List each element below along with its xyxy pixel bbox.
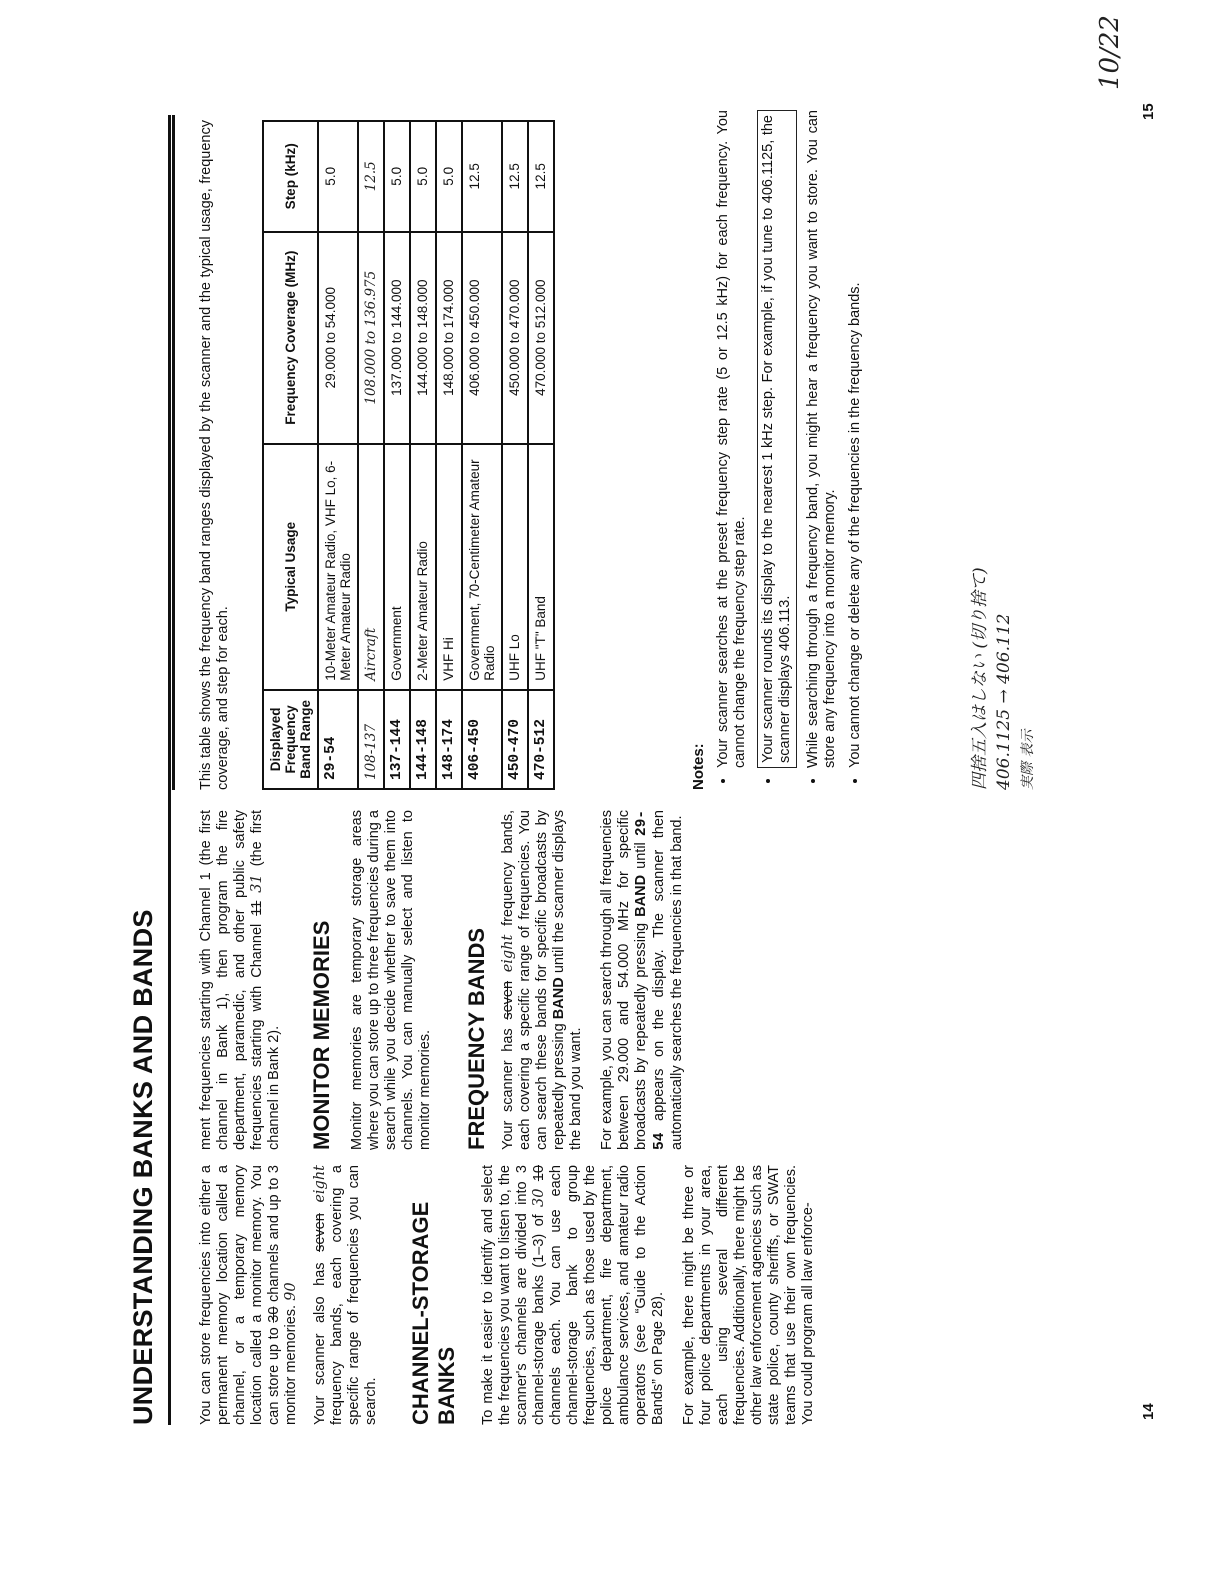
cell-usage: 10-Meter Amateur Radio, VHF Lo, 6-Meter Amateur Radio: [318, 444, 358, 690]
frequency-table: [262, 120, 555, 790]
note-item: • You cannot change or delete any of the frequencies in the frequency bands.: [847, 110, 864, 768]
column-2: [198, 810, 686, 1150]
col2-p1-strike: 11: [249, 900, 265, 916]
cell-step: 5.0: [318, 121, 358, 232]
cell-step: 12.5: [358, 121, 384, 232]
table-row: [318, 121, 358, 789]
col1-p2-handwritten: eight: [312, 1164, 328, 1203]
col1-p3-handwritten: 30: [531, 1188, 547, 1207]
cell-coverage: 137.000 to 144.000: [384, 232, 410, 444]
cell-coverage: 29.000 to 54.000: [318, 232, 358, 444]
page-title: UNDERSTANDING BANKS AND BANDS: [128, 909, 158, 1425]
col1-p2-text-a: Your scanner also has: [312, 1251, 328, 1425]
cell-usage: 2-Meter Amateur Radio: [410, 444, 436, 690]
table-header: Displayed Frequency Band Range: [263, 690, 318, 789]
col2-paragraph-2: Monitor memories are temporary storage areas where you can store up to three frequencies during a search while you decide whether to save them into channels. You can manually select and listen to monitor memories.: [349, 810, 433, 1150]
col1-p1-handwritten: 90: [283, 1282, 299, 1301]
cell-band: 450-470: [502, 690, 528, 789]
cell-band: 137-144: [384, 690, 410, 789]
handwritten-note: [968, 290, 1040, 790]
col2-p3-text-c: until the scanner displays the band you want.: [551, 809, 584, 1150]
cell-band: 470-512: [528, 690, 554, 789]
cell-step: 5.0: [436, 121, 462, 232]
col1-p2-text-b: frequency bands, each covering a specific range of frequencies you can search.: [329, 1165, 379, 1425]
col2-paragraph-1: [198, 810, 283, 1150]
table-header-row: [263, 121, 318, 789]
handwritten-note-line-3: 実際 表示: [1020, 729, 1036, 790]
page-number-left: 14: [1140, 1403, 1157, 1420]
col1-p3-text-a: To make it easier to identify and select the frequencies you want to listen to, the scanner's channels are divided into 3 channel-storage banks (1–3) of: [480, 1165, 547, 1425]
table-row: [358, 121, 384, 789]
col2-p3-text-a: Your scanner has: [500, 1019, 516, 1150]
cell-step: 12.5: [462, 121, 502, 232]
col1-paragraph-1: [198, 1165, 300, 1425]
col1-paragraph-3: [480, 1165, 667, 1425]
cell-step: 5.0: [384, 121, 410, 232]
col2-p3-handwritten: eight: [500, 934, 516, 973]
col1-p2-strike: seven: [312, 1213, 328, 1252]
notes-list: [715, 110, 864, 790]
col1-p3-strike: 10: [531, 1165, 547, 1182]
cell-usage: Government, 70-Centimeter Amateur Radio: [462, 444, 502, 690]
col2-p1-text-a: ment frequencies starting with Channel 1 (the first channel in Bank 1), then program the fire department, paramedic, and other public safety frequencies starting with Channel: [198, 810, 265, 1150]
col1-p1-strike: 30: [266, 1306, 282, 1323]
cell-coverage: 450.000 to 470.000: [502, 232, 528, 444]
cell-coverage: 144.000 to 148.000: [410, 232, 436, 444]
table-header: Frequency Coverage (MHz): [263, 232, 318, 444]
col2-p4-text-a: For example, you can search through all frequencies between 29.000 and 54.000 MHz for specific broadcasts by repeatedly pressing: [599, 810, 649, 1150]
table-intro: This table shows the frequency band ranges displayed by the scanner and the typical usage, frequency coverage, and step for each.: [198, 120, 231, 790]
cell-band: 29-54: [318, 690, 358, 789]
cell-band: 148-174: [436, 690, 462, 789]
title-rule: [168, 115, 171, 1425]
col2-p3-text-b: frequency bands, each covering a specific range of frequencies. You can search these bands for specific broadcasts by repeatedly pressing: [500, 810, 567, 1150]
col2-p3-strike: seven: [500, 980, 516, 1020]
col2-p4-text-c: appears on the display. The scanner then automatically searches the frequencies in that band.: [651, 810, 685, 1150]
col2-p4-code: 29-54: [634, 810, 668, 1150]
cell-step: 12.5: [528, 121, 554, 232]
notes-section: [690, 110, 872, 790]
column-1: [198, 1165, 817, 1425]
note-item: • Your scanner rounds its display to the nearest 1 kHz step. For example, if you tune to 406.1125, the scanner displays 406.113.: [757, 110, 797, 768]
col2-p1-text-b: (the first channel in Bank 2).: [249, 809, 282, 1150]
cell-band: 108-137: [358, 690, 384, 789]
table-header: Typical Usage: [263, 444, 318, 690]
table-row: [528, 121, 554, 789]
heading-channel-storage-banks: CHANNEL-STORAGE BANKS: [408, 1201, 459, 1425]
handwritten-note-line-1: 四捨五入はしない (切り捨て): [970, 567, 990, 790]
cell-coverage: 148.000 to 174.000: [436, 232, 462, 444]
cell-usage: UHF "T" Band: [528, 444, 554, 690]
cell-coverage: 406.000 to 450.000: [462, 232, 502, 444]
page-number-right: 15: [1140, 103, 1157, 120]
cell-usage: UHF Lo: [502, 444, 528, 690]
cell-coverage: 470.000 to 512.000: [528, 232, 554, 444]
col1-paragraph-2: [312, 1165, 380, 1425]
col1-p1-text-a: You can store frequencies into either a permanent memory location called a channel, or a temporary memory location called a monitor memory. You can store up to: [198, 1165, 282, 1425]
note-item: • While searching through a frequency band, you might hear a frequency you want to store. You can store any frequency into a monitor memory.: [805, 110, 839, 768]
corner-mark: 10/22: [1095, 15, 1125, 90]
col2-p4-text-b: until: [633, 836, 649, 875]
table-row: [410, 121, 436, 789]
col1-paragraph-4: For example, there might be three or four police departments in your area, each using several different frequencies. Additionally, there might be other law enforcement agencies such as state police, county sheriffs, or SWAT teams that use their own frequencies. You could program all law enforce-: [681, 1165, 816, 1425]
cell-usage: Government: [384, 444, 410, 690]
col1-p1-text-b: channels and up to 3 monitor memories.: [266, 1165, 299, 1425]
heading-monitor-memories: MONITOR MEMORIES: [309, 920, 334, 1150]
cell-step: 12.5: [502, 121, 528, 232]
cell-coverage: 108.000 to 136.975: [358, 232, 384, 444]
col2-paragraph-4: [599, 810, 686, 1150]
notes-title: Notes:: [690, 743, 707, 790]
col2-p3-key: BAND: [551, 977, 567, 1020]
cell-usage: Aircraft: [358, 444, 384, 690]
title-rule-right: [172, 115, 175, 790]
cell-usage: VHF Hi: [436, 444, 462, 690]
table-header: Step (kHz): [263, 121, 318, 232]
col2-paragraph-3: [500, 810, 585, 1150]
table-row: [502, 121, 528, 789]
col2-p4-key: BAND: [633, 874, 649, 917]
cell-step: 5.0: [410, 121, 436, 232]
cell-band: 144-148: [410, 690, 436, 789]
heading-frequency-bands: FREQUENCY BANDS: [464, 927, 489, 1150]
col1-p3-text-b: channels each. You can use each channel-storage bank to group frequencies, such as those used by the police department, fire department, ambulance services, and amateur radio operators (see “Guide to the Action Bands” on Page 28).: [548, 1165, 666, 1425]
note-item: • Your scanner searches at the preset frequency step rate (5 or 12.5 kHz) for each frequency. You cannot change the frequency step rate.: [715, 110, 749, 768]
cell-band: 406-450: [462, 690, 502, 789]
col2-p1-handwritten: 31: [249, 874, 265, 893]
table-row: [384, 121, 410, 789]
table-row: [462, 121, 502, 789]
table-row: [436, 121, 462, 789]
handwritten-note-line-2: 406.1125 → 406.112: [994, 613, 1014, 790]
